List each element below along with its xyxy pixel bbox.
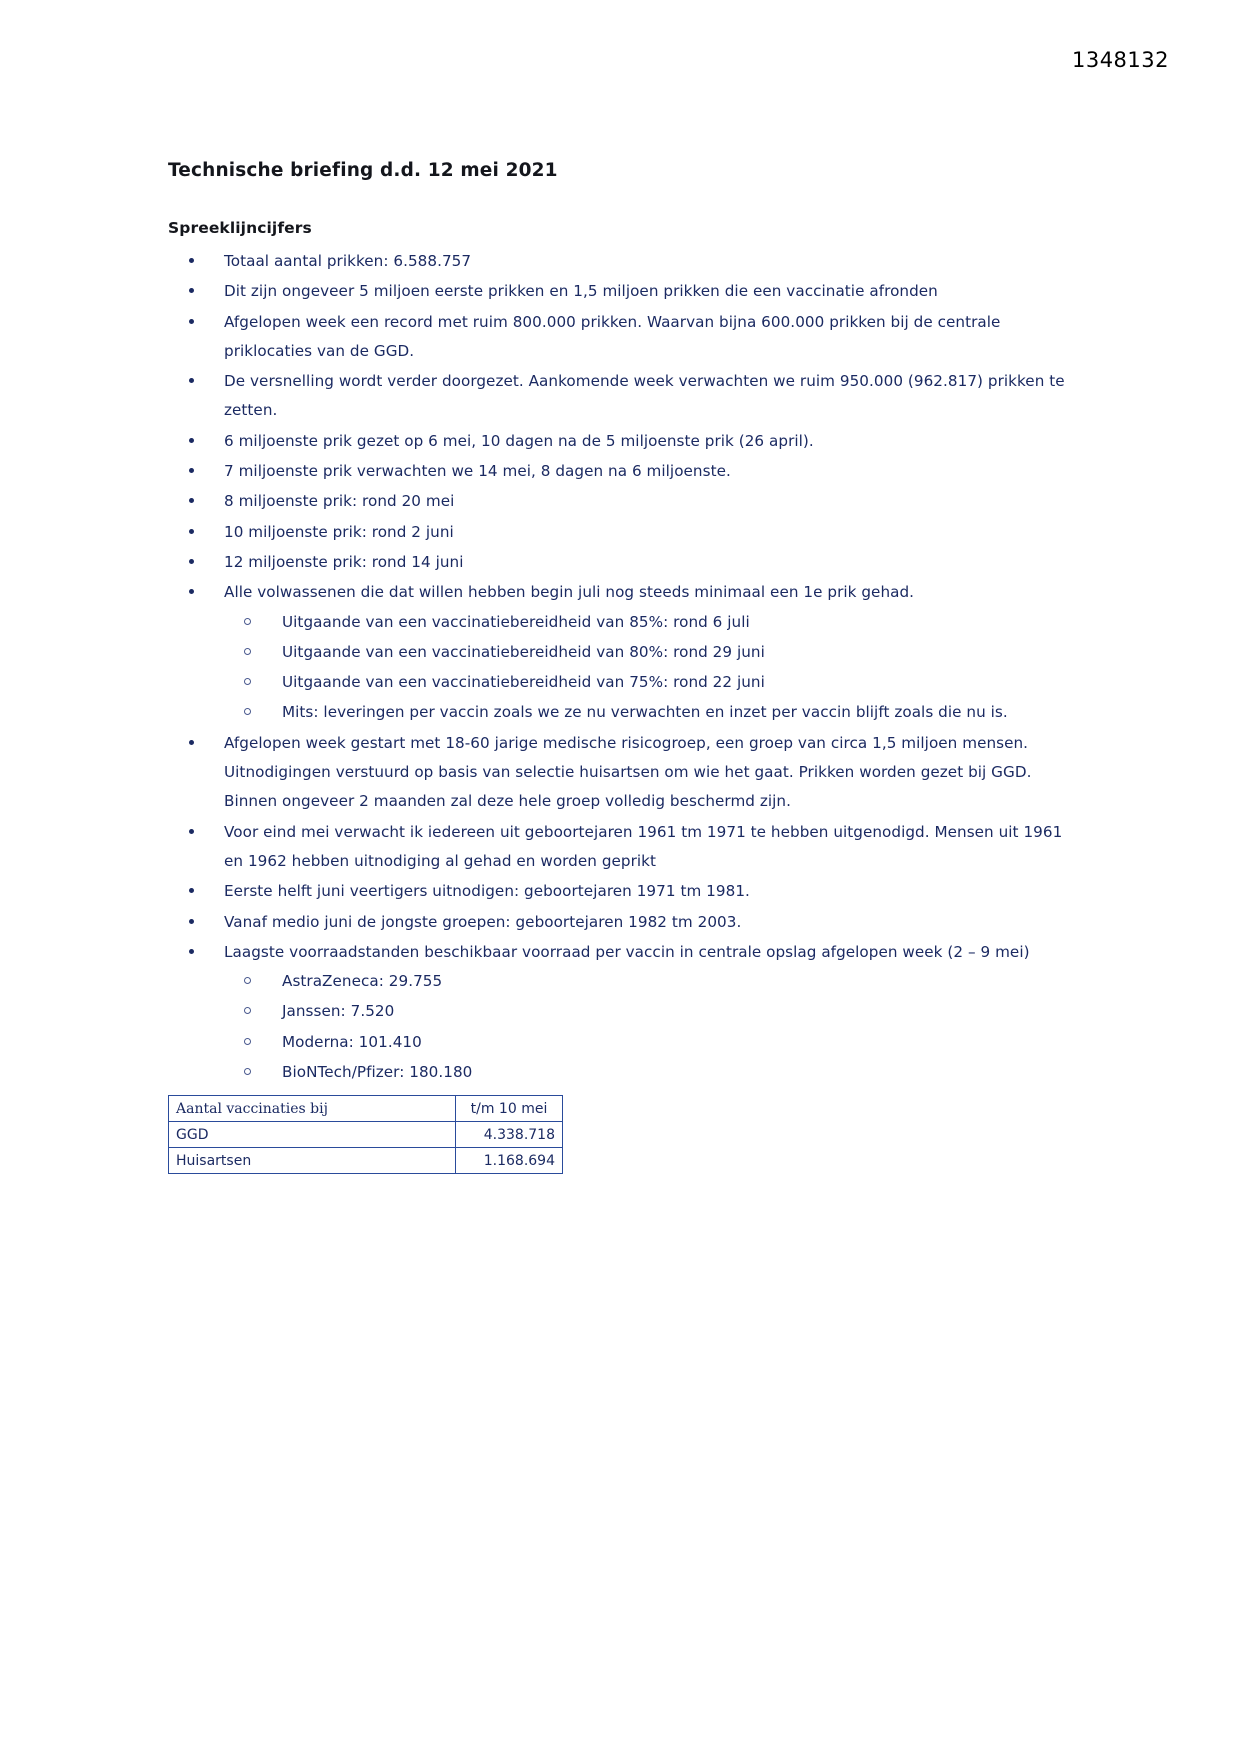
list-item — [168, 367, 1073, 426]
list-item — [168, 938, 1073, 1087]
list-item — [168, 518, 1073, 547]
circle-bullet-icon — [244, 678, 251, 685]
table-header-row — [169, 1096, 563, 1122]
section-heading-spreeklijncijfers: Spreeklijncijfers — [168, 219, 312, 237]
list-item-text: Afgelopen week gestart met 18-60 jarige medische risicogroep, een groep van circa 1,5 miljoen mensen. Uitnodigingen verstuurd op basis van selectie huisartsen om wie het gaat. Prikken worden gezet bij GGD. Binnen ongeveer 2 maanden zal deze hele groep volledig beschermd zijn. — [224, 733, 1032, 811]
sub-list-item — [224, 1058, 1073, 1087]
table-row — [169, 1148, 563, 1174]
bullet-dot-icon — [189, 258, 194, 263]
table-row — [169, 1122, 563, 1148]
bullet-dot-icon — [189, 319, 194, 324]
list-item-text: Afgelopen week een record met ruim 800.000 prikken. Waarvan bijna 600.000 prikken bij de centrale priklocaties van de GGD. — [224, 312, 1001, 360]
list-item — [168, 308, 1073, 367]
list-item-text: Dit zijn ongeveer 5 miljoen eerste prikken en 1,5 miljoen prikken die een vaccinatie afronden — [224, 282, 938, 301]
list-item — [168, 247, 1073, 276]
bullet-dot-icon — [189, 559, 194, 564]
sub-list-item-text: Uitgaande van een vaccinatiebereidheid van 80%: rond 29 juni — [282, 642, 765, 661]
list-item — [168, 457, 1073, 486]
table-cell-value: 4.338.718 — [456, 1122, 563, 1148]
sub-list-item — [224, 967, 1073, 996]
list-item-text: Vanaf medio juni de jongste groepen: geboortejaren 1982 tm 2003. — [224, 912, 742, 931]
list-item-text: Eerste helft juni veertigers uitnodigen: geboortejaren 1971 tm 1981. — [224, 882, 750, 901]
sub-list-item — [224, 698, 1073, 727]
document-content — [168, 160, 1073, 1174]
page-title: Technische briefing d.d. 12 mei 2021 — [168, 160, 558, 181]
table-cell-label: GGD — [169, 1122, 456, 1148]
list-item-text: 7 miljoenste prik verwachten we 14 mei, 8 dagen na 6 miljoenste. — [224, 462, 731, 481]
table-header-label: Aantal vaccinaties bij — [169, 1096, 456, 1122]
list-item-text: Totaal aantal prikken: 6.588.757 — [224, 252, 472, 270]
bullet-dot-icon — [189, 378, 194, 383]
sub-list-item — [224, 1028, 1073, 1057]
sub-list-item-text: Mits: leveringen per vaccin zoals we ze nu verwachten en inzet per vaccin blijft zoals die nu is. — [282, 703, 1008, 722]
circle-bullet-icon — [244, 618, 251, 625]
document-id-number: 1348132 — [1071, 48, 1169, 72]
bullet-dot-icon — [189, 919, 194, 924]
sub-list-item-text: AstraZeneca: 29.755 — [282, 972, 443, 991]
circle-bullet-icon — [244, 1068, 251, 1075]
sub-list-item-text: Janssen: 7.520 — [282, 1002, 395, 1021]
list-item — [168, 427, 1073, 456]
sub-list-item-text: Moderna: 101.410 — [282, 1032, 422, 1051]
bullet-dot-icon — [189, 888, 194, 893]
bullet-dot-icon — [189, 288, 194, 293]
sub-list-item — [224, 608, 1073, 637]
list-item — [168, 877, 1073, 906]
table-cell-label: Huisartsen — [169, 1148, 456, 1174]
list-item-text: Voor eind mei verwacht ik iedereen uit geboortejaren 1961 tm 1971 te hebben uitgenodigd. Mensen uit 1961 en 1962 hebben uitnodiging al gehad en worden geprikt — [224, 822, 1063, 870]
circle-bullet-icon — [244, 708, 251, 715]
list-item — [168, 548, 1073, 577]
sub-list-item — [224, 668, 1073, 697]
bullet-dot-icon — [189, 829, 194, 834]
list-item-text: Alle volwassenen die dat willen hebben begin juli nog steeds minimaal een 1e prik gehad. — [224, 583, 915, 602]
sub-list-item-text: Uitgaande van een vaccinatiebereidheid van 85%: rond 6 juli — [282, 612, 750, 631]
sub-bullet-list-voorraad — [224, 967, 1073, 1087]
bullet-list — [168, 247, 1073, 1087]
list-item — [168, 729, 1073, 817]
bullet-dot-icon — [189, 589, 194, 594]
list-item — [168, 277, 1073, 306]
sub-list-item — [224, 997, 1073, 1026]
bullet-dot-icon — [189, 740, 194, 745]
list-item-text: De versnelling wordt verder doorgezet. Aankomende week verwachten we ruim 950.000 (962.817) prikken te zetten. — [224, 372, 1065, 420]
table-header-value: t/m 10 mei — [456, 1096, 563, 1122]
bullet-dot-icon — [189, 498, 194, 503]
list-item-text: 6 miljoenste prik gezet op 6 mei, 10 dagen na de 5 miljoenste prik (26 april). — [224, 431, 814, 450]
list-item — [168, 908, 1073, 937]
sub-list-item-text: Uitgaande van een vaccinatiebereidheid van 75%: rond 22 juni — [282, 673, 765, 692]
table-cell-value: 1.168.694 — [456, 1148, 563, 1174]
bullet-dot-icon — [189, 529, 194, 534]
sub-list-item — [224, 638, 1073, 667]
bullet-dot-icon — [189, 949, 194, 954]
sub-list-item-text: BioNTech/Pfizer: 180.180 — [282, 1063, 473, 1082]
vaccinations-table — [168, 1095, 563, 1174]
circle-bullet-icon — [244, 648, 251, 655]
list-item — [168, 818, 1073, 877]
list-item-text: 10 miljoenste prik: rond 2 juni — [224, 522, 454, 541]
sub-bullet-list-vaccinatiebereidheid — [224, 608, 1073, 728]
circle-bullet-icon — [244, 1007, 251, 1014]
list-item-text: 8 miljoenste prik: rond 20 mei — [224, 492, 455, 511]
list-item-text: Laagste voorraadstanden beschikbaar voorraad per vaccin in centrale opslag afgelopen week (2 – 9 mei) — [224, 942, 1030, 961]
bullet-dot-icon — [189, 438, 194, 443]
bullet-dot-icon — [189, 468, 194, 473]
list-item — [168, 578, 1073, 727]
circle-bullet-icon — [244, 977, 251, 984]
list-item-text: 12 miljoenste prik: rond 14 juni — [224, 552, 464, 571]
list-item — [168, 487, 1073, 516]
circle-bullet-icon — [244, 1038, 251, 1045]
